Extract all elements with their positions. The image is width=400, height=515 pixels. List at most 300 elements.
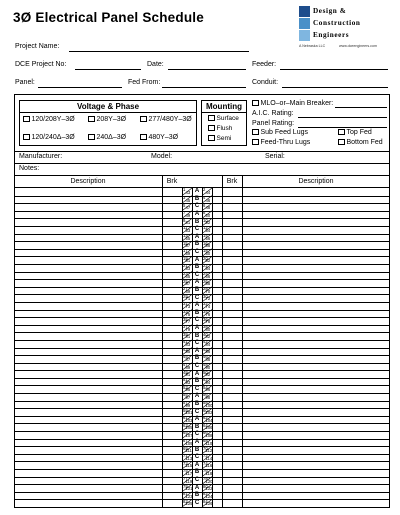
circuit-number-right: 102: [205, 410, 213, 416]
row-rule-right: [212, 423, 390, 424]
brk-right-header: Brk: [226, 178, 238, 185]
row-rule-left: [14, 196, 182, 197]
circuit-number-left: 3: [183, 194, 186, 200]
circuit-number-right: 6: [203, 202, 206, 208]
phase-label: B: [194, 195, 200, 202]
circuit-number-right: 48: [205, 205, 211, 211]
circuit-number-right: 78: [205, 319, 211, 325]
row-rule-right: [212, 294, 390, 295]
row-rule-right: [212, 484, 390, 485]
circuit-number-left: 57: [183, 400, 188, 406]
row-rule-right: [212, 355, 390, 356]
phase-label: C: [194, 203, 200, 210]
row-rule-right: [212, 218, 390, 219]
circuit-number-left: 55: [185, 235, 191, 241]
circuit-number-right: 56: [205, 235, 211, 241]
feed-thru-lugs[interactable]: Feed-Thru Lugs: [252, 139, 310, 146]
circuit-number-left: 7: [183, 210, 186, 216]
row-rule-right: [212, 439, 390, 440]
circuit-number-right: 38: [203, 324, 208, 330]
circuit-number-right: 30: [203, 293, 208, 299]
circuit-number-left: 83: [185, 341, 191, 347]
row-rule-left: [14, 332, 182, 333]
circuit-number-right: 36: [203, 316, 208, 322]
row-rule-right: [212, 477, 390, 478]
phase-label: A: [194, 302, 200, 309]
phase-label: A: [194, 233, 200, 240]
circuit-number-left: 21: [183, 263, 188, 269]
row-rule-left: [14, 439, 182, 440]
circuit-number-left: 59: [185, 250, 191, 256]
circuit-number-left: 51: [183, 377, 188, 383]
circuit-number-right: 42: [203, 339, 208, 345]
conduit-label: Conduit:: [252, 79, 279, 86]
circuit-number-left: 95: [185, 387, 191, 393]
circuit-number-left: 77: [185, 319, 191, 325]
manufacturer-label: Manufacturer:: [19, 153, 63, 160]
circuit-number-right: 12: [203, 225, 208, 231]
circuit-number-left: 109: [185, 440, 193, 446]
phase-label: A: [194, 393, 200, 400]
circuit-number-right: 50: [203, 369, 208, 375]
circuit-number-left: 111: [185, 448, 192, 454]
circuit-number-left: 87: [185, 357, 191, 363]
phase-label: A: [194, 438, 200, 445]
circuit-number-left: 115: [185, 463, 193, 469]
row-rule-left: [14, 317, 182, 318]
circuit-number-right: 72: [205, 296, 211, 302]
circuit-number-right: 46: [203, 354, 208, 360]
circuit-number-left: 5: [183, 202, 186, 208]
circuit-number-right: 66: [205, 273, 211, 279]
circuit-number-right: 54: [203, 384, 208, 390]
circuit-number-right: 60: [203, 407, 208, 413]
circuit-number-left: 103: [185, 417, 193, 423]
circuit-number-left: 113: [185, 455, 193, 461]
circuit-number-left: 59: [183, 407, 188, 413]
phase-label: B: [194, 469, 200, 476]
row-rule-left: [14, 264, 182, 265]
circuit-number-left: 69: [183, 445, 188, 451]
logo-line-2: Construction: [313, 19, 361, 27]
phase-label: C: [194, 362, 200, 369]
phase-label: A: [194, 347, 200, 354]
row-rule-right: [212, 507, 390, 508]
circuit-number-right: 82: [203, 491, 208, 497]
row-rule-right: [212, 363, 390, 364]
circuit-number-left: 9: [183, 217, 186, 223]
row-rule-right: [212, 408, 390, 409]
row-rule-right: [212, 416, 390, 417]
mounting-option-flush[interactable]: Flush: [208, 125, 232, 132]
circuit-number-right: 50: [205, 212, 211, 218]
mlo-main-breaker[interactable]: MLO–or–Main Breaker:: [252, 100, 333, 107]
row-rule-left: [14, 416, 182, 417]
circuit-number-right: 14: [203, 232, 208, 238]
circuit-number-right: 46: [205, 197, 211, 203]
circuit-number-left: 105: [185, 425, 193, 431]
row-rule-left: [14, 393, 182, 394]
row-rule-right: [212, 461, 390, 462]
dce-project-no-label: DCE Project No:: [15, 61, 67, 68]
row-rule-left: [14, 499, 182, 500]
circuit-number-right: 124: [205, 493, 213, 499]
row-rule-right: [212, 393, 390, 394]
logo-line-3: Engineers: [313, 31, 350, 39]
phase-label: C: [194, 294, 200, 301]
row-rule-left: [14, 241, 182, 242]
row-rule-right: [212, 340, 390, 341]
circuit-number-right: 108: [205, 433, 213, 439]
row-rule-left: [14, 302, 182, 303]
row-rule-right: [212, 256, 390, 257]
phase-label: C: [194, 340, 200, 347]
circuit-number-right: 78: [203, 476, 208, 482]
logo-sub-2: www.dceengineers.com: [339, 44, 377, 48]
row-rule-right: [212, 469, 390, 470]
voltage-option-4[interactable]: 120/240Δ–3Ø: [23, 134, 75, 141]
circuit-number-left: 125: [185, 501, 193, 507]
voltage-option-1[interactable]: 120/208Y–3Ø: [23, 116, 75, 123]
notes-label: Notes:: [19, 165, 40, 172]
circuit-number-right: 74: [205, 303, 211, 309]
row-rule-left: [14, 446, 182, 447]
circuit-number-left: 101: [185, 410, 193, 416]
circuit-number-right: 20: [203, 255, 208, 261]
circuit-number-right: 34: [203, 308, 208, 314]
circuit-number-right: 52: [205, 220, 211, 226]
circuit-number-right: 18: [203, 248, 208, 254]
circuit-number-right: 86: [205, 349, 211, 355]
row-rule-left: [14, 279, 182, 280]
circuit-number-left: 81: [183, 491, 188, 497]
mounting-option-surface[interactable]: Surface: [208, 115, 239, 122]
row-rule-right: [212, 272, 390, 273]
circuit-number-right: 64: [205, 265, 211, 271]
circuit-number-left: 67: [185, 281, 191, 287]
row-rule-right: [212, 302, 390, 303]
row-rule-left: [14, 203, 182, 204]
circuit-number-right: 56: [203, 392, 208, 398]
phase-label: A: [194, 256, 200, 263]
row-rule-right: [212, 234, 390, 235]
phase-label: A: [194, 416, 200, 423]
circuit-number-right: 4: [203, 194, 206, 200]
row-rule-right: [212, 378, 390, 379]
circuit-number-left: 67: [183, 438, 188, 444]
row-rule-left: [14, 325, 182, 326]
phase-label: A: [194, 461, 200, 468]
circuit-number-right: 122: [205, 486, 213, 492]
row-rule-right: [212, 431, 390, 432]
circuit-number-left: 65: [183, 430, 188, 436]
circuit-number-right: 8: [203, 210, 206, 216]
circuit-number-left: 71: [185, 296, 191, 302]
row-rule-left: [14, 348, 182, 349]
row-rule-right: [212, 196, 390, 197]
phase-label: B: [194, 332, 200, 339]
circuit-number-left: 49: [183, 369, 188, 375]
circuit-number-left: 97: [185, 395, 191, 401]
phase-label: B: [194, 287, 200, 294]
row-rule-right: [212, 279, 390, 280]
mounting-heading: Mounting: [206, 102, 242, 111]
circuit-number-right: 70: [203, 445, 208, 451]
sub-feed-lugs[interactable]: Sub Feed Lugs: [252, 129, 308, 136]
circuit-number-right: 96: [205, 387, 211, 393]
logo-sub-1: A Nebraska LLC: [299, 44, 326, 48]
row-rule-right: [212, 385, 390, 386]
phase-label: A: [194, 279, 200, 286]
circuit-number-left: 65: [185, 273, 191, 279]
logo-line-1: Design &: [313, 7, 347, 15]
circuit-number-left: 29: [183, 293, 188, 299]
row-rule-left: [14, 484, 182, 485]
row-rule-right: [212, 446, 390, 447]
serial-label: Serial:: [265, 153, 285, 160]
phase-label: B: [194, 423, 200, 430]
circuit-number-right: 44: [205, 189, 211, 195]
circuit-number-right: 114: [205, 455, 213, 461]
circuit-number-right: 94: [205, 379, 211, 385]
circuit-number-right: 116: [205, 463, 213, 469]
row-rule-left: [14, 310, 182, 311]
row-rule-right: [212, 492, 390, 493]
row-rule-right: [212, 499, 390, 500]
circuit-number-right: 66: [203, 430, 208, 436]
circuit-number-left: 33: [183, 308, 188, 314]
circuit-number-left: 63: [185, 265, 191, 271]
circuit-number-right: 74: [203, 460, 208, 466]
mounting-option-semi[interactable]: Semi: [208, 135, 231, 142]
row-rule-num-left: [182, 507, 192, 508]
circuit-number-left: 47: [183, 362, 188, 368]
page-title: 3Ø Electrical Panel Schedule: [13, 10, 204, 25]
row-rule-left: [14, 294, 182, 295]
description-right-header: Description: [298, 178, 334, 185]
circuit-number-right: 54: [205, 227, 211, 233]
phase-label: C: [194, 385, 200, 392]
row-rule-left: [14, 234, 182, 235]
circuit-number-right: 80: [203, 483, 208, 489]
circuit-number-left: 83: [183, 498, 188, 504]
circuit-number-right: 40: [203, 331, 208, 337]
circuit-number-left: 27: [183, 286, 188, 292]
row-rule-left: [14, 355, 182, 356]
circuit-number-left: 61: [183, 415, 188, 421]
phase-label: B: [194, 241, 200, 248]
circuit-number-left: 35: [183, 316, 188, 322]
circuit-number-left: 45: [183, 354, 188, 360]
circuit-number-left: 89: [185, 364, 191, 370]
circuit-number-left: 85: [185, 349, 191, 355]
circuit-number-right: 82: [205, 334, 211, 340]
circuit-number-left: 51: [185, 220, 191, 226]
row-rule-left: [14, 401, 182, 402]
row-rule-left: [14, 211, 182, 212]
circuit-number-right: 118: [205, 471, 213, 477]
circuit-number-right: 60: [205, 250, 211, 256]
circuit-number-right: 62: [203, 415, 208, 421]
voltage-option-2[interactable]: 208Y–3Ø: [88, 116, 126, 123]
phase-label: B: [194, 218, 200, 225]
project-name-label: Project Name:: [15, 43, 60, 50]
row-rule-right: [212, 348, 390, 349]
circuit-number-left: 73: [183, 460, 188, 466]
voltage-option-3[interactable]: 277/480Y–3Ø: [140, 116, 192, 123]
voltage-option-6[interactable]: 480Y–3Ø: [140, 134, 178, 141]
row-rule-right: [212, 370, 390, 371]
circuit-number-right: 70: [205, 288, 211, 294]
circuit-number-right: 48: [203, 362, 208, 368]
circuit-number-left: 75: [185, 311, 191, 317]
phase-label: C: [194, 226, 200, 233]
phase-label: C: [194, 499, 200, 506]
feeder-label: Feeder:: [252, 61, 277, 68]
circuit-number-left: 61: [185, 258, 191, 264]
circuit-number-right: 58: [205, 243, 211, 249]
row-rule-left: [14, 370, 182, 371]
voltage-option-5[interactable]: 240Δ–3Ø: [88, 134, 126, 141]
circuit-number-right: 62: [205, 258, 211, 264]
row-rule-left: [14, 249, 182, 250]
circuit-number-left: 41: [183, 339, 188, 345]
circuit-number-left: 57: [185, 243, 191, 249]
circuit-number-right: 58: [203, 400, 208, 406]
row-rule-left: [14, 340, 182, 341]
row-rule-right: [212, 226, 390, 227]
row-rule-left: [14, 431, 182, 432]
phase-label: A: [194, 188, 200, 195]
circuit-number-left: 81: [185, 334, 191, 340]
circuit-number-left: 1: [183, 187, 186, 193]
row-rule-right: [212, 332, 390, 333]
circuit-number-left: 11: [183, 225, 188, 231]
row-rule-left: [14, 492, 182, 493]
row-rule-left: [14, 454, 182, 455]
circuit-number-right: 126: [205, 501, 213, 507]
circuit-number-left: 49: [185, 212, 191, 218]
circuit-number-left: 13: [183, 232, 188, 238]
circuit-number-left: 69: [185, 288, 191, 294]
circuit-number-right: 26: [203, 278, 208, 284]
circuit-number-left: 123: [185, 493, 193, 499]
row-rule-left: [14, 378, 182, 379]
circuit-number-right: 120: [205, 478, 213, 484]
circuit-number-left: 107: [185, 433, 193, 439]
circuit-number-right: 80: [205, 326, 211, 332]
phase-label: A: [194, 211, 200, 218]
row-rule-right: [212, 401, 390, 402]
circuit-number-left: 63: [183, 422, 188, 428]
circuit-number-left: 53: [185, 227, 191, 233]
row-rule-right: [212, 264, 390, 265]
circuit-number-right: 110: [205, 440, 213, 446]
row-rule-right: [212, 203, 390, 204]
circuit-number-left: 31: [183, 301, 188, 307]
panel-label: Panel:: [15, 79, 35, 86]
panel-rating-label: Panel Rating:: [252, 120, 295, 127]
circuit-number-right: 24: [203, 270, 208, 276]
circuit-number-right: 104: [205, 417, 213, 423]
phase-label: C: [194, 454, 200, 461]
model-label: Model:: [151, 153, 173, 160]
circuit-number-right: 84: [205, 341, 211, 347]
phase-label: A: [194, 370, 200, 377]
circuit-number-right: 112: [205, 448, 213, 454]
circuit-number-right: 2: [203, 187, 206, 193]
brk-left-header: Brk: [166, 178, 178, 185]
circuit-number-left: 19: [183, 255, 188, 261]
circuit-number-left: 55: [183, 392, 188, 398]
circuit-number-left: 75: [183, 468, 188, 474]
circuit-number-left: 91: [185, 372, 191, 378]
phase-label: C: [194, 431, 200, 438]
circuit-number-left: 23: [183, 270, 188, 276]
date-label: Date:: [147, 61, 164, 68]
circuit-number-right: 76: [203, 468, 208, 474]
phase-label: B: [194, 378, 200, 385]
phase-label: C: [194, 476, 200, 483]
fed-from-label: Fed From:: [128, 79, 161, 86]
circuit-number-left: 17: [183, 248, 188, 254]
circuit-number-left: 71: [183, 453, 188, 459]
description-left-header: Description: [70, 178, 106, 185]
bottom-fed[interactable]: Bottom Fed: [338, 139, 383, 146]
voltage-heading: Voltage & Phase: [76, 102, 140, 111]
circuit-number-left: 25: [183, 278, 188, 284]
circuit-number-right: 88: [205, 357, 211, 363]
circuit-number-left: 79: [185, 326, 191, 332]
phase-label: C: [194, 317, 200, 324]
circuit-number-right: 44: [203, 346, 208, 352]
circuit-number-left: 79: [183, 483, 188, 489]
circuit-number-right: 32: [203, 301, 208, 307]
row-rule-left: [14, 256, 182, 257]
row-rule-right: [212, 317, 390, 318]
circuit-number-left: 39: [183, 331, 188, 337]
phase-label: C: [194, 408, 200, 415]
row-rule-left: [14, 423, 182, 424]
circuit-number-right: 90: [205, 364, 211, 370]
row-rule-left: [14, 507, 182, 508]
top-fed[interactable]: Top Fed: [338, 129, 372, 136]
phase-label: B: [194, 400, 200, 407]
circuit-number-right: 16: [203, 240, 208, 246]
row-rule-num-right: [202, 507, 212, 508]
circuit-number-left: 15: [183, 240, 188, 246]
row-rule-right: [212, 249, 390, 250]
circuit-number-right: 28: [203, 286, 208, 292]
phase-label: A: [194, 484, 200, 491]
phase-label: B: [194, 309, 200, 316]
circuit-number-left: 117: [185, 471, 193, 477]
circuit-number-right: 10: [203, 217, 208, 223]
row-rule-right: [212, 310, 390, 311]
circuit-number-left: 121: [185, 486, 193, 492]
row-rule-left: [14, 461, 182, 462]
aic-rating-label: A.I.C. Rating:: [252, 110, 294, 117]
circuit-number-right: 64: [203, 422, 208, 428]
row-rule-right: [212, 287, 390, 288]
circuit-number-left: 43: [185, 189, 191, 195]
row-rule-left: [14, 469, 182, 470]
row-rule-right: [212, 454, 390, 455]
row-rule-right: [212, 241, 390, 242]
circuit-number-right: 68: [203, 438, 208, 444]
phase-label: C: [194, 249, 200, 256]
circuit-number-left: 37: [183, 324, 188, 330]
